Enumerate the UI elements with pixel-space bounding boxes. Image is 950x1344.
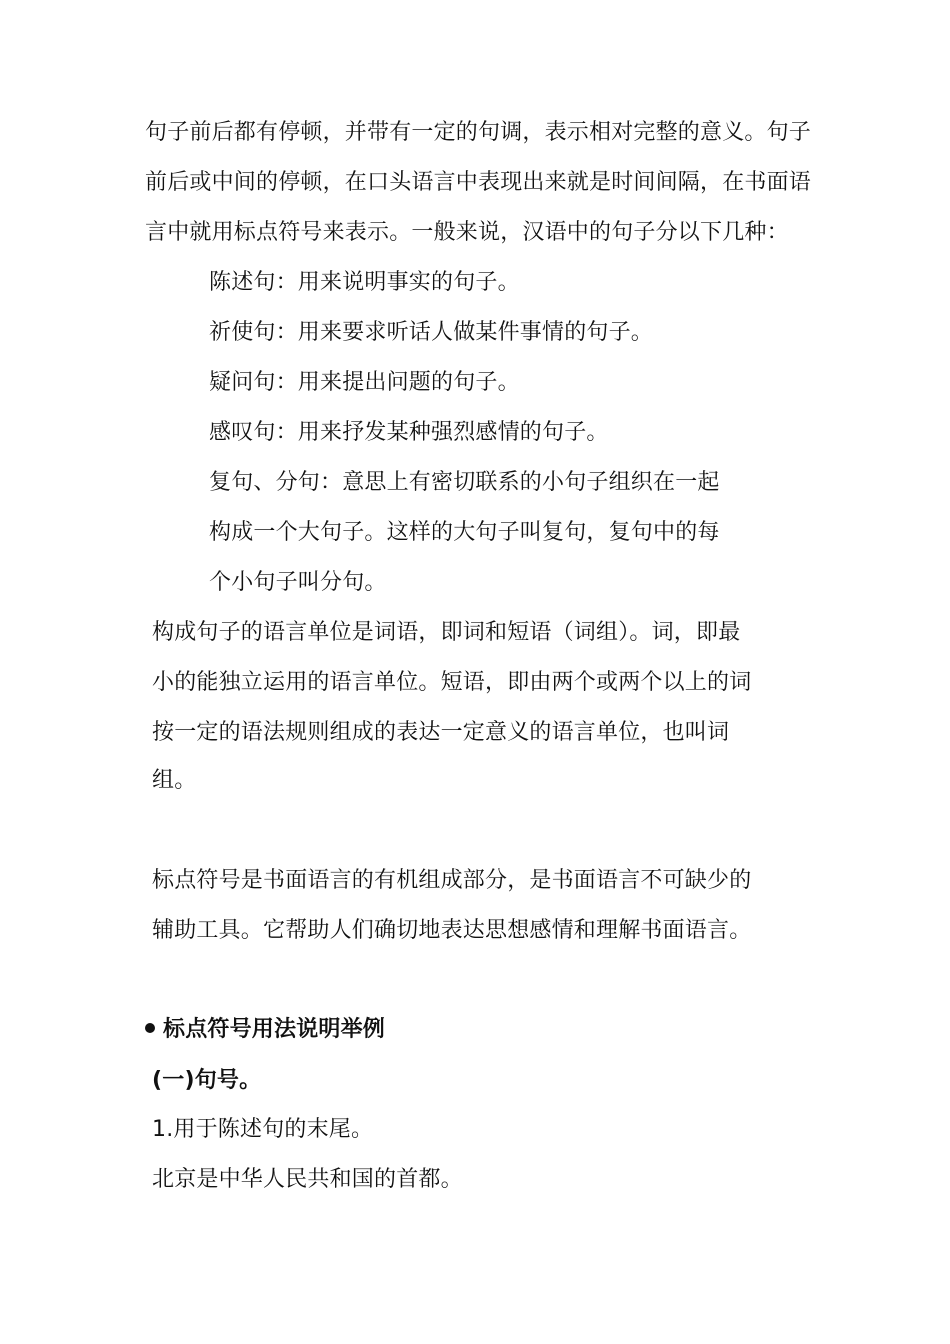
intro-line-3: 言中就用标点符号来表示。一般来说，汉语中的句子分以下几种： — [145, 220, 789, 245]
sentence-type-interrogative: 疑问句：用来提出问题的句子。 — [209, 370, 520, 395]
section-example: 北京是中华人民共和国的首都。 — [152, 1167, 463, 1192]
section-heading — [145, 1015, 385, 1045]
sentence-type-declarative: 陈述句：用来说明事实的句子。 — [209, 270, 520, 295]
sentence-type-complex-3: 个小句子叫分句。 — [209, 570, 387, 595]
sentence-type-complex-1: 复句、分句：意思上有密切联系的小句子组织在一起 — [209, 470, 720, 495]
units-line-3: 按一定的语法规则组成的表达一定意义的语言单位，也叫词 — [152, 720, 730, 745]
units-line-4: 组。 — [152, 768, 197, 793]
intro-line-2: 前后或中间的停顿，在口头语言中表现出来就是时间间隔，在书面语 — [145, 170, 812, 195]
units-line-2: 小的能独立运用的语言单位。短语，即由两个或两个以上的词 — [152, 670, 752, 695]
bullet-icon — [145, 1023, 155, 1033]
sentence-type-imperative: 祈使句：用来要求听话人做某件事情的句子。 — [209, 320, 654, 345]
section-heading-text: 标点符号用法说明举例 — [163, 1017, 386, 1042]
sentence-type-exclamatory: 感叹句：用来抒发某种强烈感情的句子。 — [209, 420, 609, 445]
section-item: 1.用于陈述句的末尾。 — [152, 1117, 374, 1142]
units-line-1: 构成句子的语言单位是词语，即词和短语（词组）。词，即最 — [152, 620, 741, 645]
intro-line-1: 句子前后都有停顿，并带有一定的句调，表示相对完整的意义。句子 — [145, 120, 812, 145]
punct-line-2: 辅助工具。它帮助人们确切地表达思想感情和理解书面语言。 — [152, 918, 752, 943]
section-subheading: (一)句号。 — [152, 1068, 262, 1093]
punct-line-1: 标点符号是书面语言的有机组成部分，是书面语言不可缺少的 — [152, 868, 752, 893]
sentence-type-complex-2: 构成一个大句子。这样的大句子叫复句，复句中的每 — [209, 520, 720, 545]
